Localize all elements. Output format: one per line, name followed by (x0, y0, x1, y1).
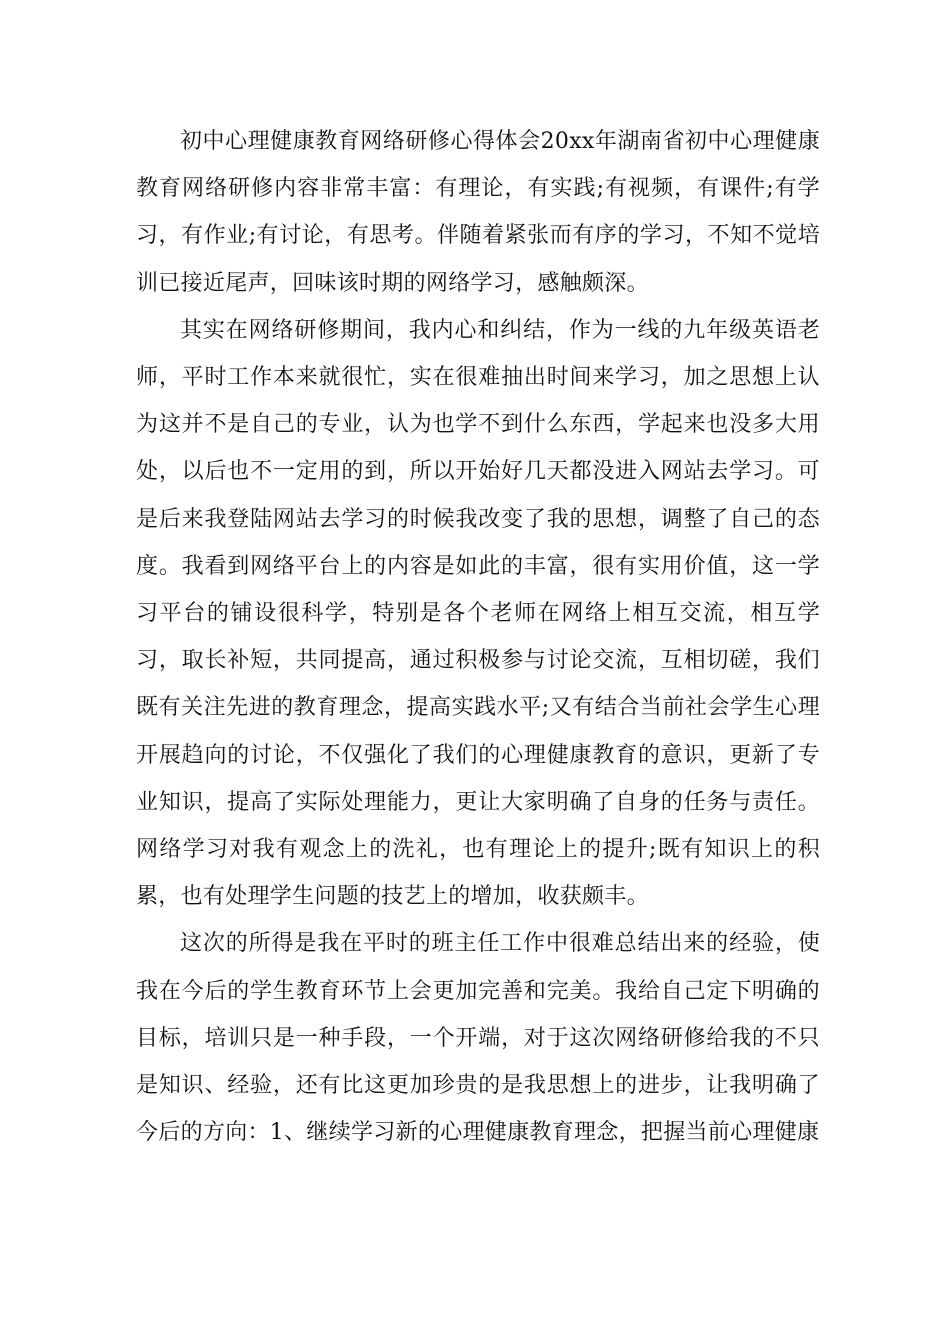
paragraph-2: 其实在网络研修期间，我内心和纠结，作为一线的九年级英语老师，平时工作本来就很忙，实在很难抽出时间来学习，加之思想上认为这并不是自己的专业，认为也学不到什么东西，学起来也没多大用处，以后也不一定用的到，所以开始好几天都没进入网站去学习。可是后来我登陆网站去学习的时候我改变了我的思想，调整了自己的态度。我看到网络平台上的内容是如此的丰富，很有实用价值，这一学习平台的铺设很科学，特别是各个老师在网络上相互交流，相互学习，取长补短，共同提高，通过积极参与讨论交流，互相切磋，我们既有关注先进的教育理念，提高实践水平;又有结合当前社会学生心理开展趋向的讨论，不仅强化了我们的心理健康教育的意识，更新了专业知识，提高了实际处理能力，更让大家明确了自身的任务与责任。网络学习对我有观念上的洗礼，也有理论上的提升;既有知识上的积累，也有处理学生问题的技艺上的增加，收获颇丰。 (136, 317, 820, 910)
paragraph-1: 初中心理健康教育网络研修心得体会20xx年湖南省初中心理健康教育网络研修内容非常丰富：有理论，有实践;有视频，有课件;有学习，有作业;有讨论，有思考。伴随着紧张而有序的学习，不知不觉培训已接近尾声，回味该时期的网络学习，感触颇深。 (136, 129, 820, 296)
paragraph-3: 这次的所得是我在平时的班主任工作中很难总结出来的经验，使我在今后的学生教育环节上会更加完善和完美。我给自己定下明确的目标，培训只是一种手段，一个开端，对于这次网络研修给我的不只是知识、经验，还有比这更加珍贵的是我思想上的进步，让我明确了今后的方向：1、继续学习新的心理健康教育理念，把握当前心理健康 (136, 931, 820, 1146)
document-body (136, 118, 820, 1156)
